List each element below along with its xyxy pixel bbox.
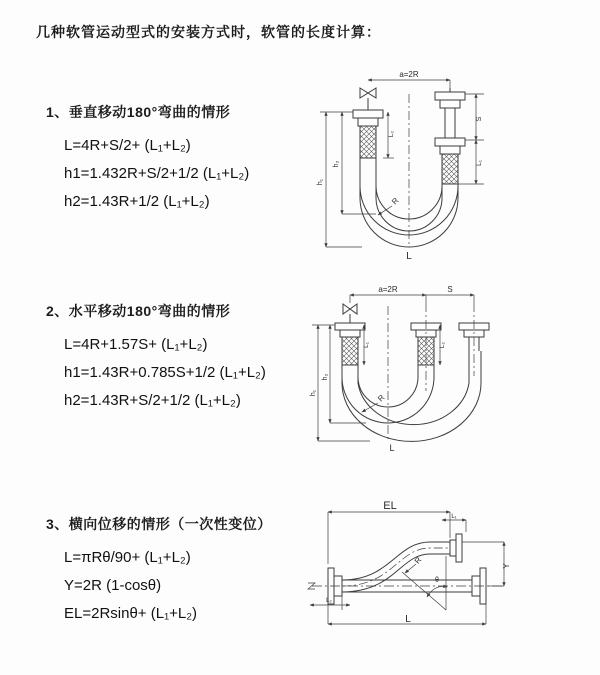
dim-y-label: Y bbox=[502, 563, 511, 569]
dim-l-label: L bbox=[389, 443, 395, 453]
dimension-lines bbox=[312, 295, 474, 441]
valve-icon bbox=[343, 304, 357, 323]
page-title: 几种软管运动型式的安装方式时，软管的长度计算： bbox=[36, 24, 381, 40]
section-heading: 3、横向位移的情形（一次性变位） bbox=[46, 516, 272, 532]
dim-h2-label: h₂ bbox=[333, 160, 340, 168]
section-vertical-movement bbox=[46, 102, 326, 220]
section-horizontal-movement bbox=[46, 301, 326, 419]
dim-h2-label: h₂ bbox=[322, 373, 329, 381]
formula-line: h1=1.432R+S/2+1/2 (L₁+L₂) bbox=[64, 165, 250, 182]
diagram-linework bbox=[317, 70, 484, 262]
dim-l2-label: L₂ bbox=[388, 130, 395, 138]
diagram-linework bbox=[308, 500, 511, 625]
formula-line: Y=2R (1-cosθ) bbox=[64, 577, 162, 594]
section-lateral-displacement bbox=[46, 514, 326, 632]
dim-l1-label: L₁ bbox=[363, 342, 370, 348]
dim-a2r-label: a=2R bbox=[399, 70, 419, 79]
dim-l-label: L bbox=[406, 251, 412, 262]
dimension-lines bbox=[310, 512, 504, 624]
dim-el-label: EL bbox=[383, 500, 397, 512]
dim-r-label: R bbox=[390, 196, 401, 207]
dim-h1-label: h₁ bbox=[317, 178, 324, 186]
dim-r-label: R bbox=[412, 555, 424, 566]
diagram-horizontal-180-bend bbox=[304, 281, 596, 459]
diagram-labels bbox=[326, 500, 511, 625]
formula-line: h2=1.43R+1/2 (L₁+L₂) bbox=[64, 193, 210, 210]
valve-icon bbox=[360, 88, 376, 110]
dim-h1-label: h₁ bbox=[310, 389, 317, 397]
formula-line: EL=2Rsinθ+ (L₁+L₂) bbox=[64, 605, 198, 622]
dim-r-label: R bbox=[376, 393, 387, 404]
dim-a2r-label: a=2R bbox=[378, 285, 398, 294]
dim-l1-label: L₁ bbox=[451, 514, 457, 520]
dim-l-label: L bbox=[405, 614, 411, 625]
formula-line: L=4R+1.57S+ (L₁+L₂) bbox=[64, 336, 208, 353]
diagram-lateral-displacement bbox=[298, 498, 598, 646]
diagram-labels bbox=[310, 285, 453, 453]
diagram-linework bbox=[310, 285, 489, 453]
diagram-vertical-180-bend bbox=[304, 64, 596, 262]
dimension-lines bbox=[320, 80, 484, 247]
formula-line: h2=1.43R+S/2+1/2 (L₁+L₂) bbox=[64, 392, 241, 409]
dim-s-label: S bbox=[476, 116, 483, 122]
dim-l2-label: L₂ bbox=[439, 341, 446, 349]
section-heading: 1、垂直移动180°弯曲的情形 bbox=[46, 104, 231, 120]
dim-theta-label: θ bbox=[435, 577, 439, 584]
dim-l1-label: L₁ bbox=[476, 160, 483, 166]
dim-s-label: S bbox=[447, 285, 453, 294]
formula-line: L=4R+S/2+ (L₁+L₂) bbox=[64, 137, 191, 154]
dim-l2-label: L₂ bbox=[326, 598, 332, 604]
section-heading: 2、水平移动180°弯曲的情形 bbox=[46, 303, 231, 319]
formula-line: h1=1.43R+0.785S+1/2 (L₁+L₂) bbox=[64, 364, 266, 381]
formula-line: L=πRθ/90+ (L₁+L₂) bbox=[64, 549, 191, 566]
